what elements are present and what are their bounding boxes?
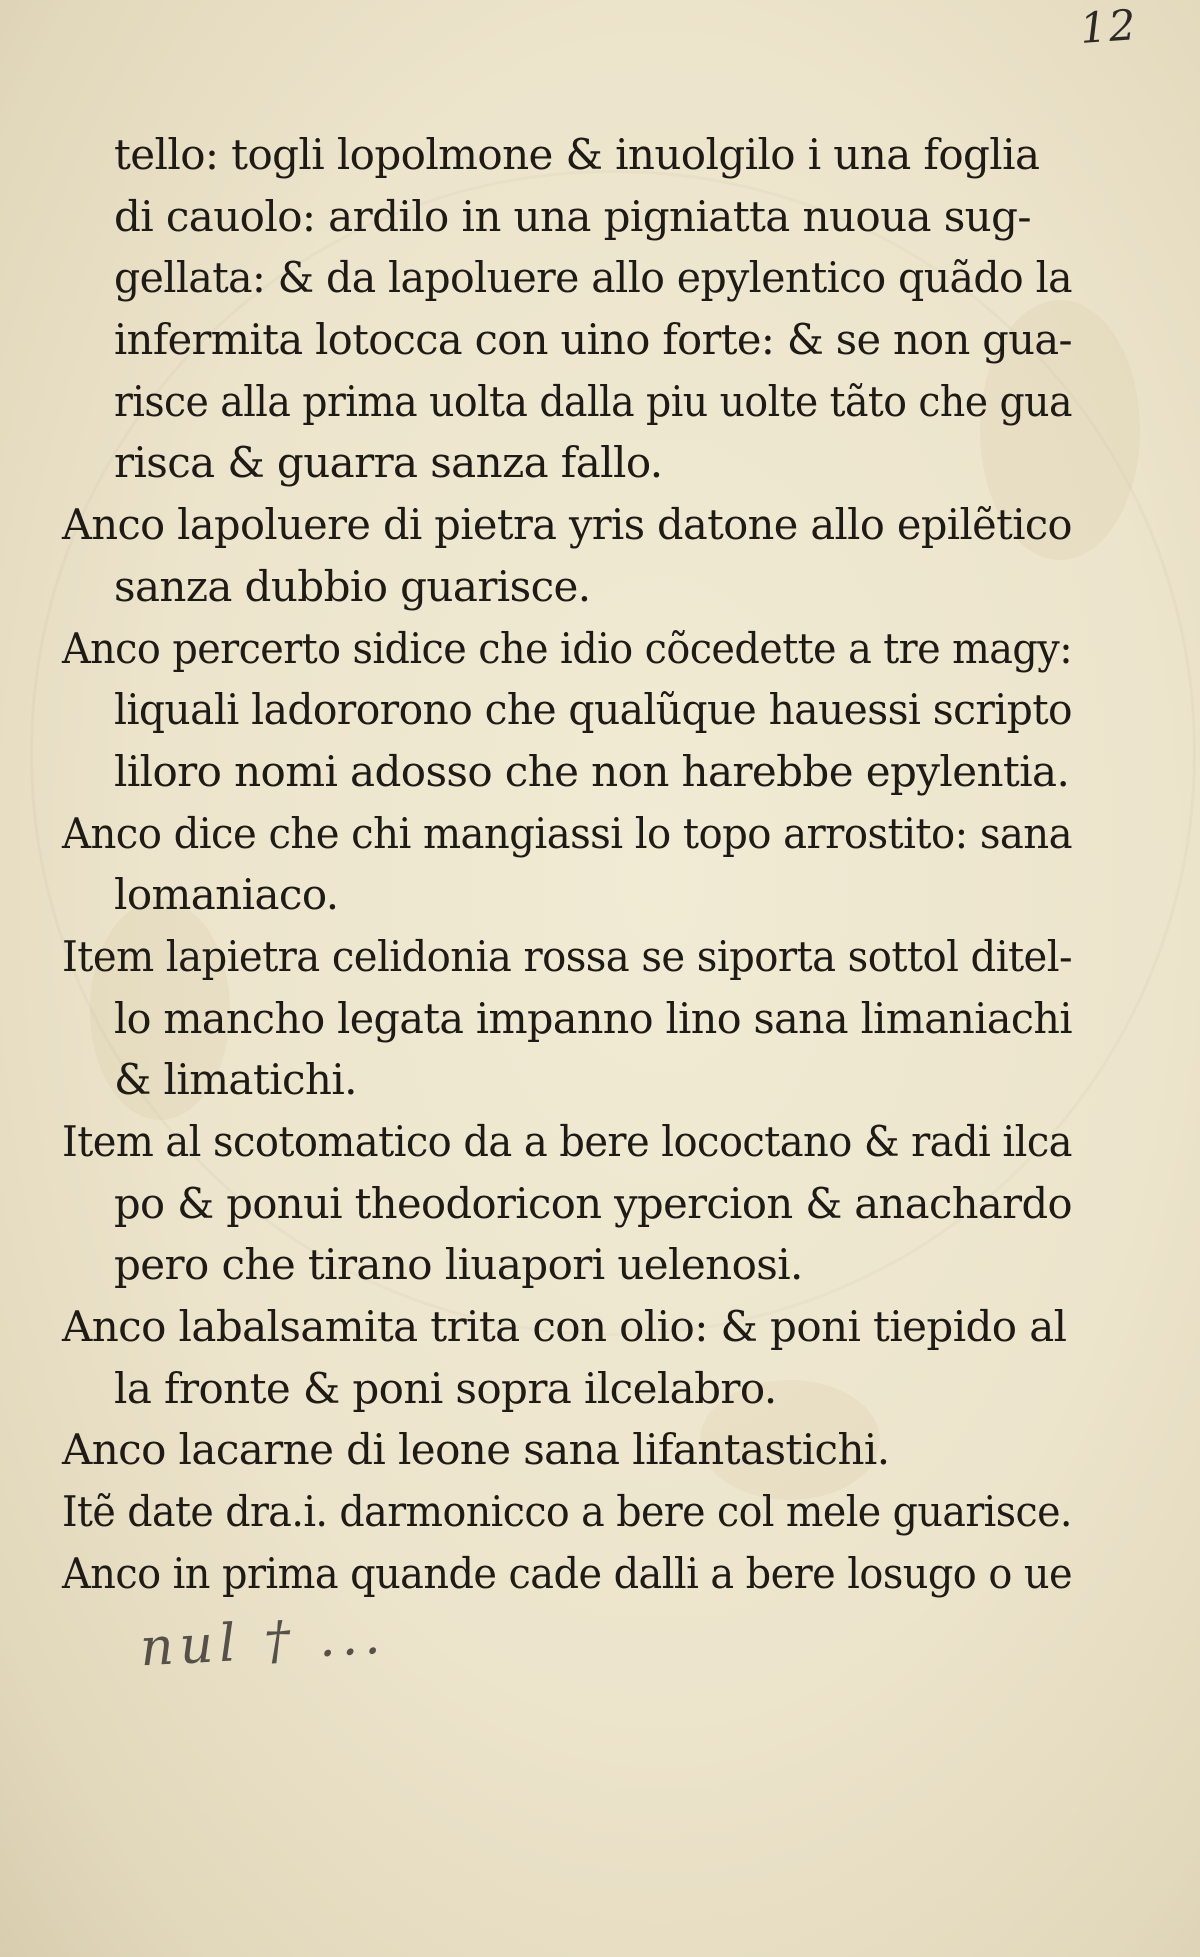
text-line: Anco lacarne di leone sana lifantastichi. [62,1425,890,1475]
text-line: gellata: & da lapoluere allo epylentico quãdo la [114,253,1072,303]
text-line: risce alla prima uolta dalla piu uolte tãto che gua [114,376,1072,426]
text-line: pero che tirano liuapori uelenosi. [114,1240,803,1290]
text-line: di cauolo: ardilo in una pigniatta nuoua sug- [114,191,1031,241]
text-line: Anco labalsamita trita con olio: & poni tiepido al [62,1302,1067,1352]
text-line: & limatichi. [114,1055,357,1105]
text-line: po & ponui theodoricon ypercion & anachardo [114,1178,1072,1228]
handwritten-annotation: nul † ... [138,1605,388,1679]
text-line: infermita lotocca con uino forte: & se non gua- [114,315,1072,365]
text-line: lomaniaco. [114,870,339,920]
text-line: Item al scotomatico da a bere lococtano & radi ilca [62,1117,1072,1166]
text-line: la fronte & poni sopra ilcelabro. [114,1363,777,1413]
text-line: lo mancho legata impanno lino sana limaniachi [114,993,1072,1043]
text-line: Anco in prima quande cade dalli a bere losugo o ue [62,1548,1072,1598]
text-line: Itẽ date dra.i. darmonicco a bere col mele guarisce. [62,1487,1072,1537]
text-line: Anco lapoluere di pietra yris datone allo epilẽtico [62,500,1072,550]
text-line: Anco percerto sidice che idio cõcedette a tre magy: [62,623,1073,673]
text-line: Anco dice che chi mangiassi lo topo arrostito: sana [62,808,1073,858]
text-line: Item lapietra celidonia rossa se siporta sottol ditel- [62,931,1073,981]
text-line: risca & guarra sanza fallo. [114,438,663,488]
text-line: sanza dubbio guarisce. [114,561,591,611]
folio-number: 12 [1078,0,1140,53]
body-text [62,124,1082,1605]
text-line: tello: togli lopolmone & inuolgilo i una foglia [114,130,1040,179]
text-line: liloro nomi adosso che non harebbe epylentia. [114,746,1070,796]
text-line: liquali ladororono che qualũque hauessi scripto [114,685,1073,735]
